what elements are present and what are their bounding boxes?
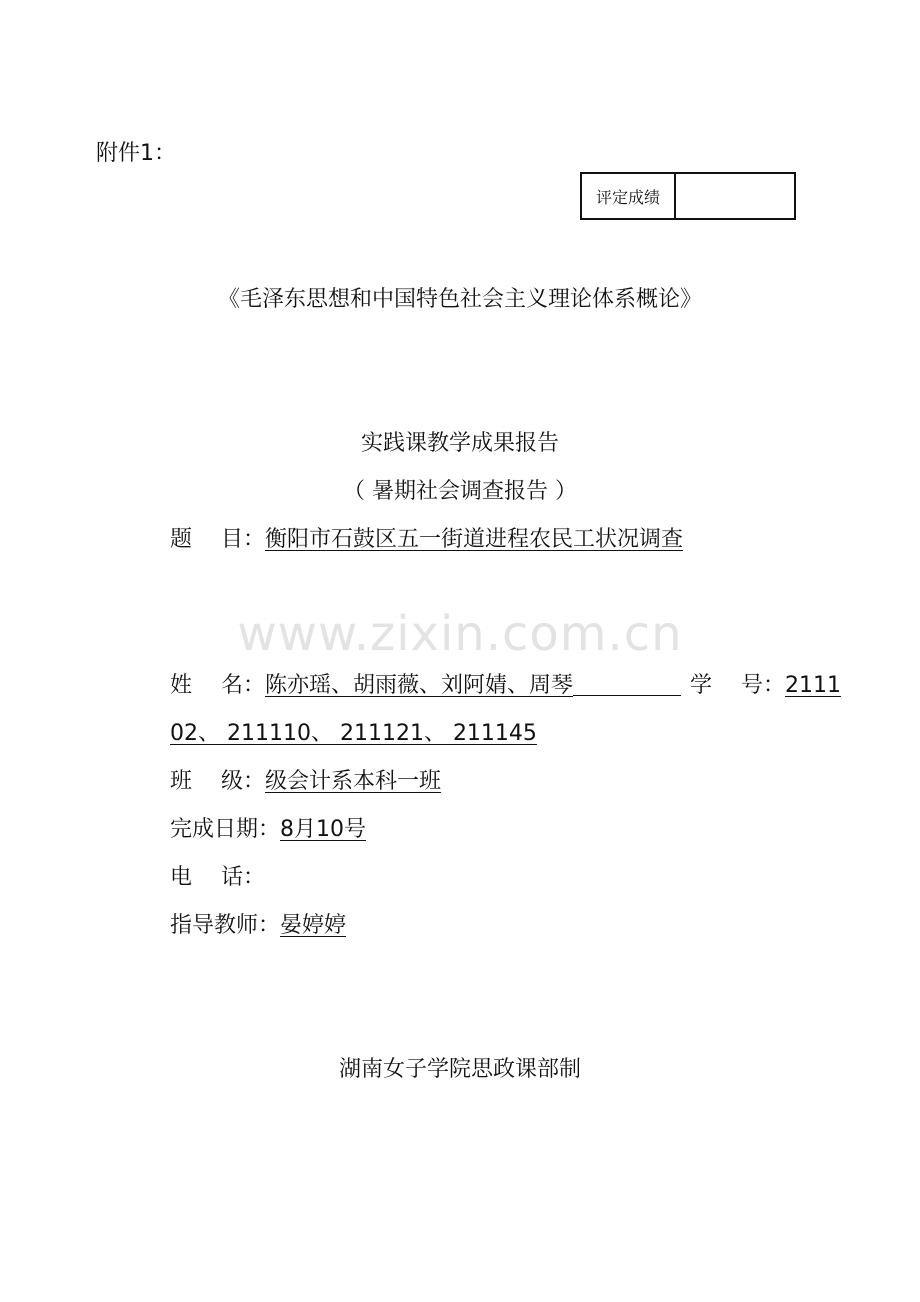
grade-label: 评定成绩 bbox=[582, 174, 676, 218]
student-id-continuation bbox=[170, 716, 537, 747]
report-title: 实践课教学成果报告 bbox=[360, 431, 559, 456]
topic-value: 衡阳市石鼓区五一街道进程农民工状况调查 bbox=[265, 527, 684, 552]
phone-label: 电 话： bbox=[170, 865, 265, 890]
watermark: www.zixin.com.cn bbox=[237, 606, 683, 662]
name-value: 陈亦瑶、胡雨薇、刘阿婧、周琴 bbox=[265, 673, 574, 698]
topic-row bbox=[170, 522, 683, 553]
advisor-label: 指导教师： bbox=[170, 913, 281, 938]
student-id-label: 学 号： bbox=[690, 673, 785, 698]
advisor-row bbox=[170, 908, 346, 939]
class-row bbox=[170, 764, 441, 795]
advisor-value: 晏婷婷 bbox=[280, 913, 347, 938]
date-label: 完成日期： bbox=[170, 817, 281, 842]
topic-label: 题 目： bbox=[170, 527, 265, 552]
class-label: 班 级： bbox=[170, 769, 265, 794]
report-subtitle: （ 暑期社会调查报告 ） bbox=[343, 479, 577, 504]
name-row bbox=[170, 668, 681, 699]
name-blank-line bbox=[573, 694, 681, 696]
date-value: 8月10号 bbox=[280, 817, 367, 842]
grade-table bbox=[580, 172, 796, 220]
phone-row bbox=[170, 860, 265, 891]
student-id-value-line1: 2111 bbox=[785, 673, 841, 698]
date-row bbox=[170, 812, 366, 843]
attachment-label: 附件1： bbox=[96, 141, 176, 166]
grade-value-cell bbox=[676, 174, 794, 218]
student-id-row bbox=[690, 668, 841, 699]
name-label: 姓 名： bbox=[170, 673, 265, 698]
footer-issuer: 湖南女子学院思政课部制 bbox=[338, 1057, 581, 1082]
class-value: 级会计系本科一班 bbox=[265, 769, 442, 794]
course-title: 《毛泽东思想和中国特色社会主义理论体系概论》 bbox=[217, 287, 702, 312]
student-id-value-line2: 02、 211110、 211121、 211145 bbox=[170, 721, 537, 746]
